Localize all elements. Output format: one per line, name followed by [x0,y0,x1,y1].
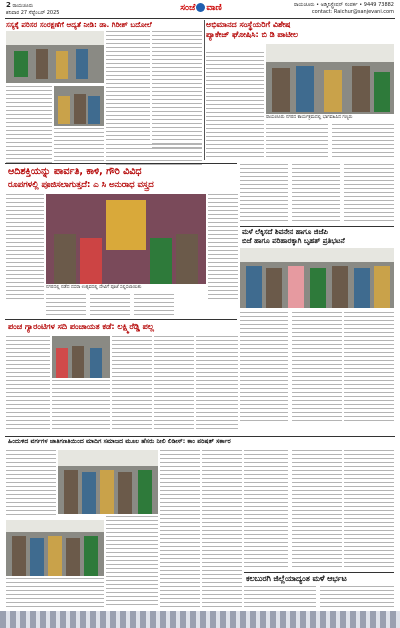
headline-rain: ಕಲಬುರಗಿ ಜಿಲ್ಲೆಯಾದ್ಯಂತ ಮಳೆ ಆರ್ಭಟ [246,574,347,583]
article-text [6,194,44,302]
article-text [46,294,86,318]
contact: ರಾಯಚೂರು • ಅಡ್ಮಿನಿಸ್ಟ್ರೇಷನ್ ಸಂಪರ್ಕ • 9449 73882 [293,2,394,8]
article-text [6,336,50,432]
article-text [6,578,104,608]
column-divider [204,20,205,160]
section-rule [5,163,237,164]
header-right [294,2,394,16]
article-text [244,586,316,608]
date: ಶನಿವಾರ 27 ಸೆಪ್ಟೆಂಬರ್ 2025 [6,10,60,16]
article-text [292,164,340,224]
logo: ಸಂಜೆ ವಾಣಿ [180,3,222,13]
headline-durga: ಆದಿಶಕ್ತಿಯನ್ನು ಪಾರ್ವತಿ, ಕಾಳಿ, ಗೌರಿ ವಿವಿಧ [8,166,142,177]
article-text [332,124,394,160]
article-text [134,294,174,318]
location: ರಾಯಚೂರು [12,3,34,9]
photo-group [54,86,104,126]
article-text [154,336,194,432]
photo-protest [240,248,394,308]
article-text [292,312,342,422]
article-text [6,450,56,518]
article-text [54,128,104,164]
article-text [244,450,288,570]
email: contact: Raichur@sanjevani.com [311,9,394,15]
article-text [292,450,342,570]
article-text [266,124,328,160]
header-left [6,2,59,17]
article-text [208,194,238,302]
article-text [196,336,238,432]
photo-durga-pooja [46,194,206,284]
article-text [106,31,150,141]
photo-meeting [266,44,394,114]
article-text [6,86,52,164]
article-text [240,164,288,224]
advertisement-strip [0,611,400,628]
photo-tree-planting [6,31,104,83]
article-text [112,336,152,432]
page-number: 2 [6,1,11,9]
headline-top-left: ಸಸ್ಯಕ್ಕೆ ಪರಿಸರ ಸಂರಕ್ಷಣೆಗೆ ಆದ್ಯತೆ ನೀಡಿ: ಡಾ. ಗಿರೀಶ್ ಬದೋಲೆ [6,20,152,29]
section-rule [5,436,395,437]
article-text [202,450,242,608]
photo-meeting-2 [52,336,110,378]
article-text [160,450,200,608]
headline-banner: ಹಿಂದುಳಿದ ವರ್ಗಗಳ ಜಾತಿಗಣತಿಯಿಂದ ಮಾದಿಗ ಸಮಾಜದ ಮೂಲ ಹೆಸರು ನೀಲಿ ಲಿಡೀಸ್: ಕಾಂ ಪರಿಷತ್ ಸರ್ಕಾರ [8,438,231,445]
article-text [344,450,394,570]
article-text [90,294,130,318]
article-text [52,380,110,432]
article-text [344,164,394,224]
section-rule [244,572,394,573]
section-rule [240,226,394,227]
photo-caption: ನಗರದಲ್ಲಿ ನಡೆದ ದಸರಾ ಉತ್ಸವದಲ್ಲಿ ದೇವಿಗೆ ಪೂಜೆ ಸಲ್ಲಿಸಲಾಯಿತು [46,285,142,290]
article-text [320,586,394,608]
article-text [106,516,158,608]
article-text [152,31,202,151]
article-text [206,52,264,160]
headline-top-right: ಅಭಿಮಾನದ ಸಂಸ್ಥೆಯರಿಗೆ ವಿಶೇಷ ಪ್ಯಾಕೇಜ್ ಘೋಷಿಸಿ: ಬಿ ಡಿ ಪಾಟೀಲ [206,20,299,39]
photo-caption: ರಾಯಚೂರು ನಗರದ ಕಾರ್ಯಕ್ರಮದಲ್ಲಿ ಭಾಗವಹಿಸಿದ ಗಣ್ಯರು [266,115,353,120]
section-rule [5,319,237,320]
headline-durga-sub: ರೂಪಗಳಲ್ಲಿ ಪೂಜಿಸಲಾಗುತ್ತದೆ: ಎ ಸಿ ಅನುರಾಧ ವಸ್ತ್ರದ [8,179,154,189]
photo-group-stage [58,450,158,514]
article-text [344,312,394,422]
photo-community-meeting [6,520,104,576]
headline-protest: ಮಳೆ ಲೆಕ್ಕಿಸದೆ ಶಿವನೇನ ಹಾಗೂ ಜಿಜೆಪಿ ಬಿಜೆ ಹಾಗೂ ಪರಿಹಾರಕ್ಕಾಗಿ ಬೃಹತ್ ಪ್ರತಿಭಟನೆ [242,228,345,245]
article-text [240,312,288,422]
logo-globe-icon [196,3,205,12]
headline-guarantee: ಪಂಚ ಗ್ಯಾರಂಟಿಗಳ ಸದಿ ಪಂಚಾಯತ ಕಡೆ: ಲಕ್ಷ್ಮಿರೆಡ್ಡಿ ಪಲ್ಲ [8,322,154,331]
header-rule [5,18,395,19]
